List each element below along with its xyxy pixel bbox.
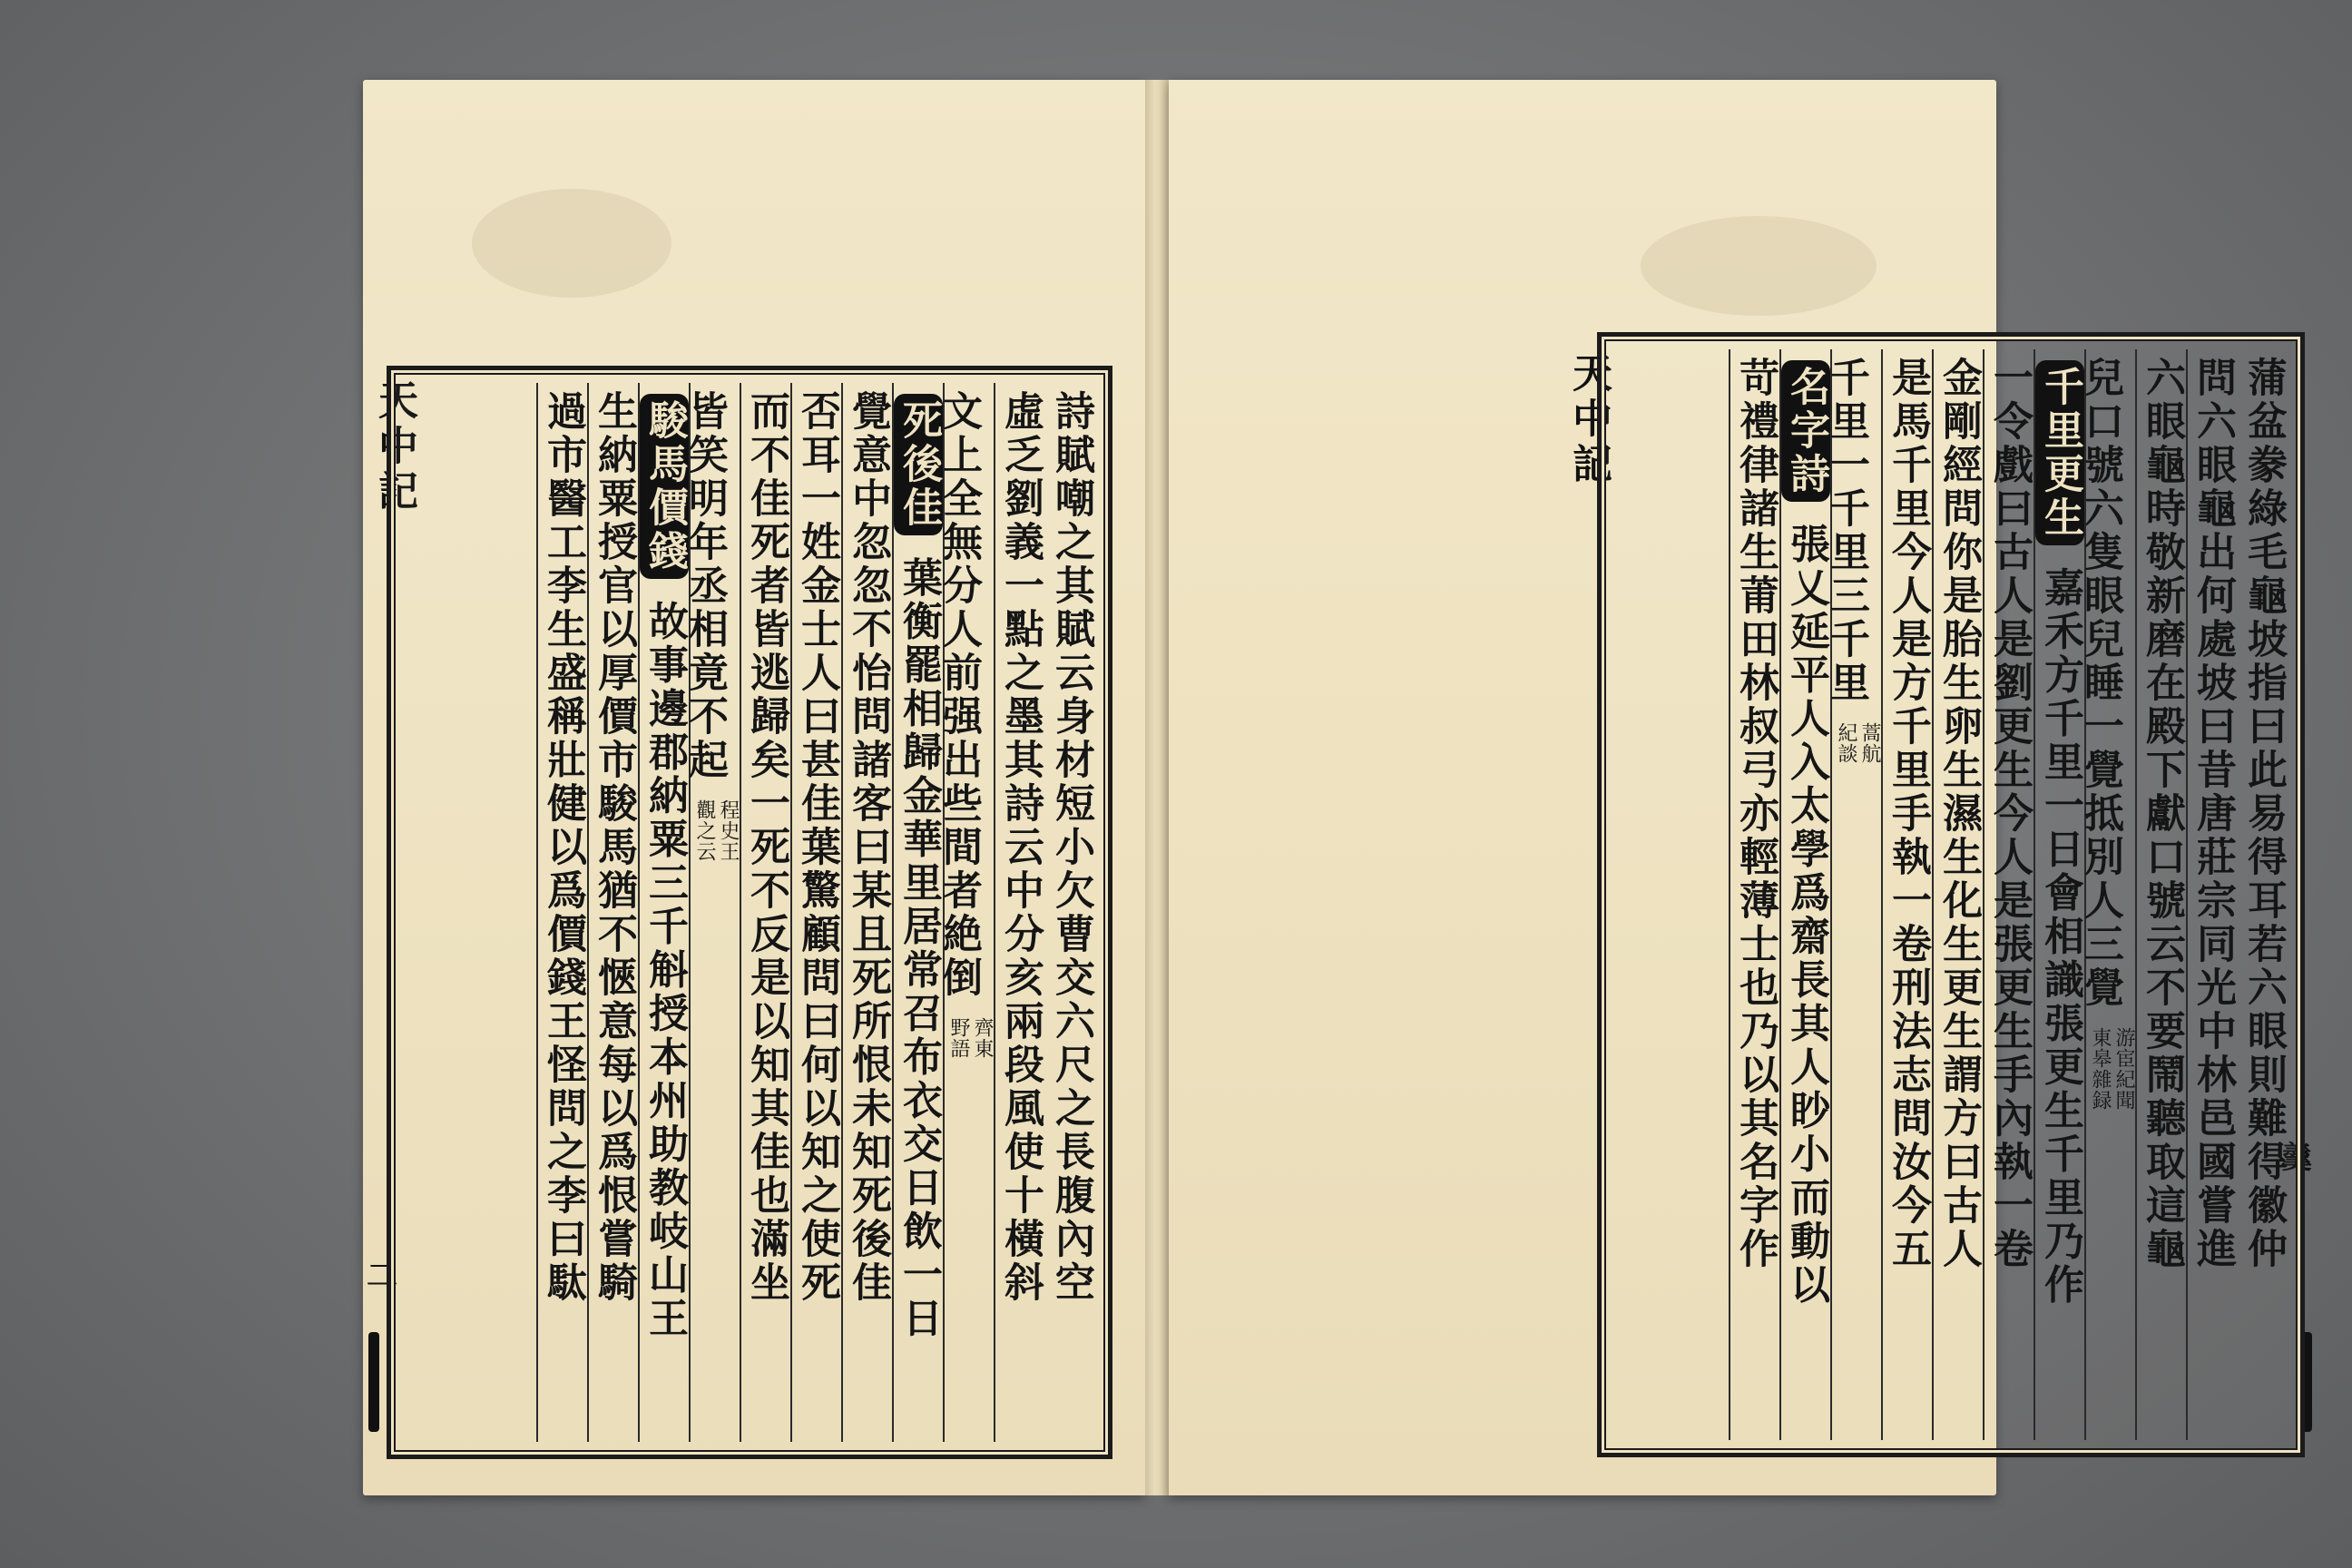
section-banner: 千里更生 <box>2035 360 2084 545</box>
right-text-columns <box>1614 349 2288 1440</box>
text-column: 兒口號六隻眼兒睡一覺抵別人三覺 游宦紀聞 東皋雜録 <box>2084 349 2135 1440</box>
text-column: 蒲盆豢綠毛龜坡指曰此易得耳若六眼則難得徽仲 <box>2240 357 2287 1271</box>
text-column: 否耳一姓金士人曰甚佳葉驚顧問曰何以知之使死 <box>790 383 841 1442</box>
text-column: 六眼龜時敬新磨在殿下獻口號云不要鬧聽取這龜 <box>2135 349 2186 1440</box>
right-page <box>1169 80 2312 1495</box>
text-column: 問六眼龜出何處坡曰昔唐莊宗同光中林邑國嘗進 <box>2186 349 2237 1440</box>
text-column: 而不佳死者皆逃歸矣一死不反是以知其佳也滿坐 <box>740 383 790 1442</box>
text-column: 苛禮律諸生莆田林叔弓亦輕薄士也乃以其名字作 <box>1729 349 1779 1440</box>
text-column: 皆笑明年丞相竟不起 程史王 觀之云 <box>689 383 740 1442</box>
text-column: 文上全無分人前强出些間者絶倒 齊東 野語 <box>943 383 994 1442</box>
left-text-frame <box>387 366 1112 1459</box>
text-column: 金剛經問你是胎生卵生濕生化生更生謂方曰古人 <box>1932 349 1983 1440</box>
text-column: 千里更生 嘉禾方千里一日會相識張更生千里乃作 <box>2034 349 2084 1440</box>
book-gutter <box>1145 80 1169 1495</box>
source-note: 程史王 觀之云 <box>693 799 740 863</box>
text-column: 詩賦嘲之其賦云身材短小欠曹交六尺之長腹內空 <box>1048 390 1094 1305</box>
text-column: 是馬千里今人是方千里手執一卷刑法志問汝今五 <box>1881 349 1932 1440</box>
text-column: 駿馬價錢 故事邊郡納粟三千斛授本州助教岐山王 <box>638 383 689 1442</box>
left-page-marker: 二 <box>367 1258 397 1294</box>
text-column: 生納粟授官以厚價市駿馬猶不愜意每以爲恨嘗騎 <box>587 383 638 1442</box>
text-column: 千里一千里三千里 蒿航 紀談 <box>1830 349 1881 1440</box>
section-banner: 死後佳 <box>894 394 943 535</box>
left-side-title: 天中記 <box>371 379 417 515</box>
right-text-frame <box>1597 332 2305 1457</box>
section-banner: 名字詩 <box>1781 360 1830 502</box>
text-column: 過市醫工李生盛稱壯健以爲價錢王怪問之李曰駄 <box>536 383 587 1442</box>
left-fold-mark <box>368 1332 379 1432</box>
left-text-columns <box>404 383 1095 1442</box>
text-column: 一令戲曰古人是劉更生今人是張更生手內執一卷 <box>1983 349 2034 1440</box>
source-note: 齊東 野語 <box>947 1017 994 1060</box>
right-page-marker: 羹 <box>2281 1140 2312 1176</box>
source-note: 蒿航 紀談 <box>1835 722 1881 765</box>
source-note: 游宦紀聞 東皋雜録 <box>2089 1027 2135 1112</box>
text-column: 虛乏劉義一點之墨其詩云中分亥兩段風使十橫斜 <box>994 383 1044 1442</box>
text-column: 死後佳 葉衡罷相歸金華里居常召布衣交日飲一日 <box>892 383 943 1442</box>
text-column: 覺意中忽忽不怡問諸客曰某且死所恨未知死後佳 <box>841 383 892 1442</box>
text-column: 名字詩 張乂延平人入太學爲齋長其人眇小而動以 <box>1779 349 1830 1440</box>
open-book <box>363 80 2312 1495</box>
left-page <box>363 80 1145 1495</box>
right-side-title: 天中記 <box>1565 352 1612 488</box>
section-banner: 駿馬價錢 <box>640 394 689 579</box>
